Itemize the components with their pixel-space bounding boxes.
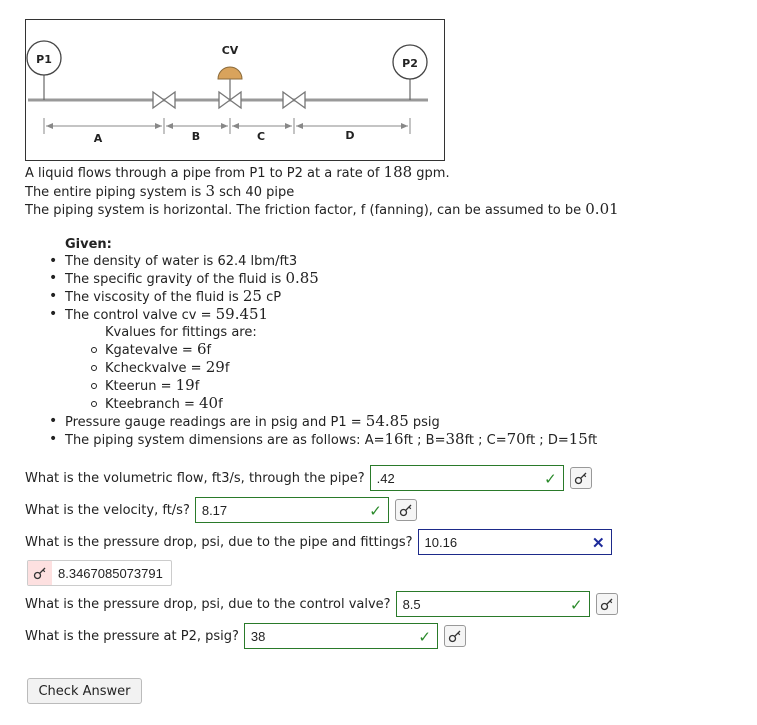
velocity-input[interactable] [195, 497, 389, 523]
correct-check-icon: ✓ [544, 471, 557, 488]
question-velocity [25, 495, 417, 525]
seg-d-label: D [345, 129, 355, 142]
key-icon [33, 566, 47, 580]
p2-label: P2 [402, 57, 418, 70]
answer-key-toggle[interactable] [28, 561, 52, 585]
pipe-pressure-drop-input[interactable] [418, 529, 612, 555]
kvalue-tee-run: Kteerun = 19f [25, 377, 597, 395]
show-answer-key-button[interactable] [444, 625, 466, 647]
gate-valve-2 [283, 92, 305, 108]
correct-check-icon: ✓ [369, 503, 382, 520]
seg-b-label: B [191, 130, 201, 143]
intro-friction-factor: The piping system is horizontal. The friction factor, f (fanning), can be assumed to be 0.01 [25, 200, 619, 218]
key-icon [448, 629, 462, 643]
input-value: .42 [376, 470, 395, 486]
given-specific-gravity: • The specific gravity of the fluid is 0.85 [25, 270, 597, 288]
input-value: 38 [250, 628, 266, 644]
kvalue-tee-branch: Kteebranch = 40f [25, 395, 597, 413]
question-volumetric-flow [25, 463, 592, 493]
kvalue-gate: Kgatevalve = 6f [25, 341, 597, 359]
input-value: 8.17 [201, 502, 228, 518]
given-list [25, 253, 597, 324]
kvalues-list [25, 341, 597, 413]
piping-diagram [25, 19, 445, 161]
question-pressure-p2 [25, 621, 466, 651]
kvalue-check: Kcheckvalve = 29f [25, 359, 597, 377]
question-label: What is the pressure at P2, psig? [25, 628, 239, 644]
revealed-answer-value: 8.3467085073791 [58, 565, 163, 581]
show-answer-key-button[interactable] [570, 467, 592, 489]
p1-label: P1 [36, 53, 52, 66]
correct-check-icon: ✓ [570, 597, 583, 614]
given-title: Given: [65, 237, 112, 252]
key-icon [574, 471, 588, 485]
seg-a-label: A [93, 132, 103, 145]
control-valve-pressure-drop-input[interactable] [396, 591, 590, 617]
question-label: What is the pressure drop, psi, due to the pipe and fittings? [25, 534, 413, 550]
key-icon [600, 597, 614, 611]
input-value: 8.5 [402, 596, 421, 612]
problem-intro [25, 164, 619, 220]
given-dimensions: • The piping system dimensions are as follows: A=16ft ; B=38ft ; C=70ft ; D=15ft [25, 431, 597, 449]
given-control-valve-cv: • The control valve cv = 59.451 [25, 306, 597, 324]
question-label: What is the volumetric flow, ft3/s, through the pipe? [25, 470, 365, 486]
intro-flow-rate: A liquid flows through a pipe from P1 to P2 at a rate of 188 gpm. [25, 163, 450, 181]
seg-c-label: C [256, 130, 266, 143]
input-value: 10.16 [424, 534, 458, 550]
question-label: What is the velocity, ft/s? [25, 502, 190, 518]
given-pressure: • Pressure gauge readings are in psig and P1 = 54.85 psig [25, 413, 597, 431]
pressure-p2-input[interactable] [244, 623, 438, 649]
revealed-answer [27, 560, 172, 586]
check-answer-button[interactable]: Check Answer [27, 678, 142, 704]
show-answer-key-button[interactable] [395, 499, 417, 521]
correct-check-icon: ✓ [418, 629, 431, 646]
piping-diagram-svg [26, 20, 444, 160]
given-section [25, 236, 597, 449]
control-valve [218, 67, 242, 108]
kvalues-title: Kvalues for fittings are: [105, 325, 257, 340]
question-pipe-pressure-drop [25, 527, 612, 557]
gate-valve-1 [153, 92, 175, 108]
given-list-2 [25, 413, 597, 449]
cv-label: CV [221, 44, 239, 57]
show-answer-key-button[interactable] [596, 593, 618, 615]
given-density: • The density of water is 62.4 lbm/ft3 [25, 253, 597, 270]
question-control-valve-pressure-drop [25, 589, 618, 619]
key-icon [399, 503, 413, 517]
volumetric-flow-input[interactable] [370, 465, 564, 491]
question-label: What is the pressure drop, psi, due to the control valve? [25, 596, 391, 612]
incorrect-x-icon: ✕ [591, 535, 605, 552]
intro-pipe-size: The entire piping system is 3 sch 40 pipe [25, 181, 295, 200]
given-viscosity: • The viscosity of the fluid is 25 cP [25, 288, 597, 306]
